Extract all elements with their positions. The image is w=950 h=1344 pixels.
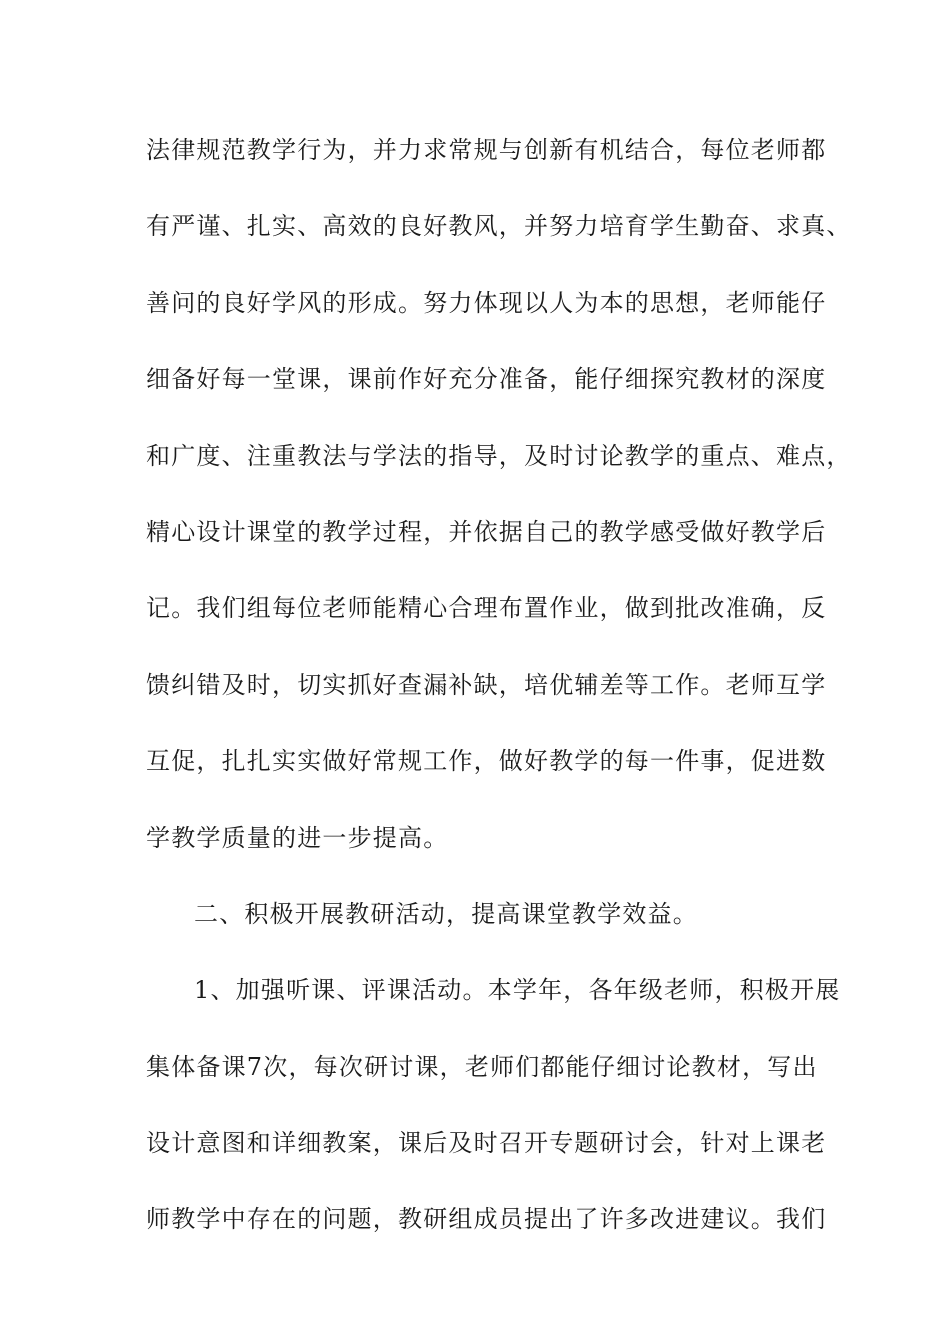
- text-line: 和广度、注重教法与学法的指导，及时讨论教学的重点、难点，: [146, 441, 852, 470]
- text-line: 设计意图和详细教案，课后及时召开专题研讨会，针对上课老: [146, 1129, 827, 1158]
- paragraph-start-line: 1、加强听课、评课活动。本学年，各年级老师，积极开展: [194, 976, 841, 1005]
- text-line: 善问的良好学风的形成。努力体现以人为本的思想，老师能仔: [146, 288, 827, 317]
- text-line: 集体备课7次，每次研讨课，老师们都能仔细讨论教材，写出: [146, 1052, 818, 1081]
- text-line: 细备好每一堂课，课前作好充分准备，能仔细探究教材的深度: [146, 365, 827, 394]
- text-line: 馈纠错及时，切实抓好查漏补缺，培优辅差等工作。老师互学: [146, 670, 827, 699]
- text-line: 有严谨、扎实、高效的良好教风，并努力培育学生勤奋、求真、: [146, 212, 852, 241]
- text-line: 学教学质量的进一步提高。: [146, 823, 449, 852]
- text-line: 师教学中存在的问题，教研组成员提出了许多改进建议。我们: [146, 1205, 827, 1234]
- text-line: 精心设计课堂的教学过程，并依据自己的教学感受做好教学后: [146, 517, 827, 546]
- text-line: 互促，扎扎实实做好常规工作，做好教学的每一件事，促进数: [146, 747, 827, 776]
- text-line: 记。我们组每位老师能精心合理布置作业，做到批改准确，反: [146, 594, 827, 623]
- section-heading: 二、积极开展教研活动，提高课堂教学效益。: [194, 899, 698, 928]
- body-text: [146, 131, 852, 1277]
- text-line: 法律规范教学行为，并力求常规与创新有机结合，每位老师都: [146, 136, 827, 164]
